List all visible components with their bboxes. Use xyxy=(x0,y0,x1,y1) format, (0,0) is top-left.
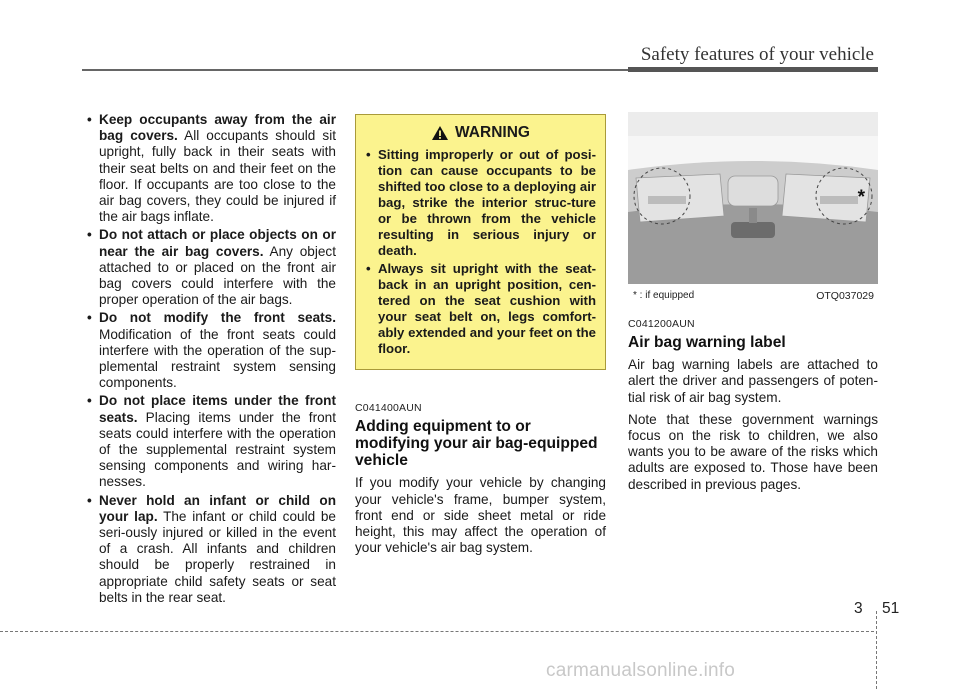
header-rule-accent xyxy=(628,67,878,72)
warning-heading xyxy=(365,125,596,141)
warning-item: • Always sit upright with the seat-back in an upright position, cen-tered on the seat cushion with your seat belt on, legs comfort-ably extended and your feet on the floor. xyxy=(365,261,596,357)
section-paragraph: Note that these government warnings focus on the risk to children, we also wants you to be aware of the risks which adults are exposed to. Those have been described in previous pages. xyxy=(628,411,878,492)
warning-triangle-icon xyxy=(431,125,449,141)
figure-note: * : if equipped xyxy=(633,289,695,301)
chapter-number: 3 xyxy=(854,600,863,617)
warning-list xyxy=(365,147,596,357)
airbag-label-figure xyxy=(628,112,878,308)
section-title: Adding equipment to or modifying your air bag-equipped vehicle xyxy=(355,418,598,470)
bullet-item: • Do not attach or place objects on or near the air bag covers. Any object attached to or placed on the front air bag covers could interfere with the proper operation of the air bags. xyxy=(86,227,336,308)
right-column xyxy=(628,112,878,499)
warning-title: WARNING xyxy=(455,124,530,141)
section-body: If you modify your vehicle by changing your vehicle's frame, bumper system, front end or side sheet metal or ride height, this may affect the operation of your vehicle's air bag system. xyxy=(355,475,606,556)
section-code: C041400AUN xyxy=(355,402,422,415)
sun-visor-illustration xyxy=(628,112,878,308)
bullet-item: • Do not place items under the front seats. Placing items under the front seats could interfere with the operation of the supplemental restraint system sensing components and wiring har-nesses. xyxy=(86,393,336,490)
figure-code: OTQ037029 xyxy=(816,289,874,302)
safety-bullet-list xyxy=(86,112,336,606)
watermark: carmanualsonline.info xyxy=(546,660,736,681)
warning-box xyxy=(355,114,606,370)
section-code: C041200AUN xyxy=(628,318,695,330)
footer-rule xyxy=(0,631,874,632)
bullet-item: • Keep occupants away from the air bag covers. All occupants should sit upright, fully back in their seats with their seat belts on and their feet on the floor. If occupants are too close to the air bag covers, they could be injured if the air bags inflate. xyxy=(86,112,336,225)
bullet-item: • Do not modify the front seats. Modification of the front seats could interfere with the operation of the sup-plemental restraint system sensing components. xyxy=(86,310,336,391)
page-number: 51 xyxy=(882,600,900,617)
warning-item: • Sitting improperly or out of posi-tion can cause occupants to be shifted too close to a deploying air bag, strike the interior struc-ture or be thrown from the vehicle resulting in serious injury or death. xyxy=(365,147,596,259)
bullet-item: • Never hold an infant or child on your lap. The infant or child could be seri-ously injured or killed in the event of a crash. All infants and children should be properly restrained in appropriate child safety seats or seat belts in the rear seat. xyxy=(86,493,336,606)
footer-divider xyxy=(876,611,877,689)
middle-column xyxy=(355,114,606,562)
section-paragraph: Air bag warning labels are attached to alert the driver and passengers of poten-tial risk of air bag system. xyxy=(628,357,878,405)
section-title: Air bag warning label xyxy=(628,334,786,352)
left-column xyxy=(86,112,336,608)
running-header: Safety features of your vehicle xyxy=(640,44,874,65)
figure-asterisk: * xyxy=(857,187,865,208)
